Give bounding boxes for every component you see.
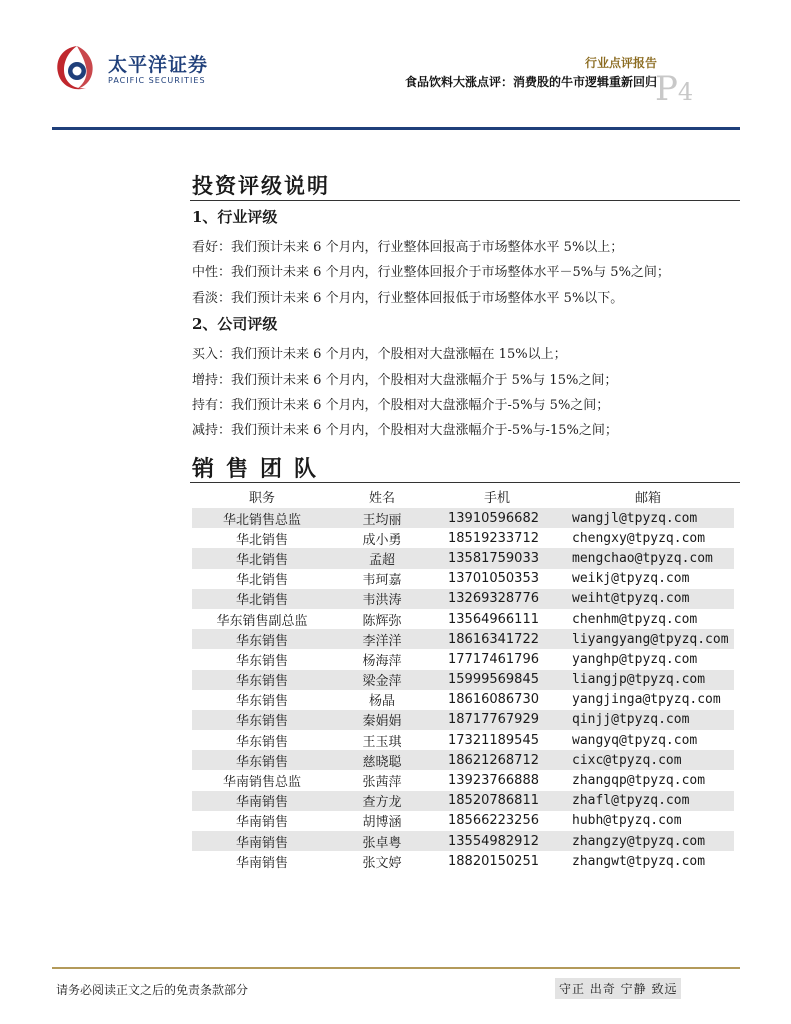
cell-role: 华东销售	[235, 653, 288, 669]
table-row	[192, 589, 734, 609]
table-row	[192, 791, 734, 811]
cell-phone: 18820150251	[448, 853, 539, 869]
industry-rating-line: 看好：我们预计未来 6 个月内，行业整体回报高于市场整体水平 5%以上；	[192, 240, 624, 255]
footer-disclaimer: 请务必阅读正文之后的免责条款部分	[56, 983, 249, 997]
cell-name: 秦娟娟	[332, 710, 432, 730]
cell-name: 成小勇	[362, 532, 402, 548]
cell-email: yangjinga@tpyzq.com	[572, 692, 721, 708]
cell-role: 华东销售	[192, 750, 332, 770]
cell-email: liangjp@tpyzq.com	[562, 670, 734, 690]
cell-role: 华东销售	[235, 694, 288, 710]
cell-phone: 15999569845	[432, 670, 562, 690]
cell-role: 华南销售总监	[222, 775, 301, 791]
table-row	[192, 851, 734, 871]
table-row	[192, 528, 734, 548]
table-row	[192, 649, 734, 669]
cell-phone: 17717461796	[448, 651, 539, 667]
cell-email: zhafl@tpyzq.com	[562, 791, 734, 811]
cell-email: zhangwt@tpyzq.com	[572, 853, 706, 869]
cell-name: 韦珂嘉	[362, 573, 402, 589]
table-row	[192, 629, 734, 649]
cell-email: chenhm@tpyzq.com	[572, 611, 698, 627]
column-header-email: 邮箱	[634, 491, 661, 506]
cell-phone: 13701050353	[448, 571, 539, 587]
cell-email: cixc@tpyzq.com	[562, 750, 734, 770]
sales-team-rows	[192, 508, 734, 871]
table-row	[192, 750, 734, 770]
sales-team-table	[192, 485, 734, 871]
cell-name: 杨海萍	[362, 653, 402, 669]
table-row	[192, 508, 734, 528]
cell-role: 华北销售	[192, 548, 332, 568]
table-row	[192, 569, 734, 589]
cell-name: 查方龙	[332, 791, 432, 811]
company-name-en: PACIFIC SECURITIES	[108, 76, 206, 85]
industry-rating-title: 1、行业评级	[192, 208, 278, 226]
cell-phone: 13581759033	[432, 548, 562, 568]
table-row	[192, 670, 734, 690]
cell-phone: 17321189545	[448, 732, 539, 748]
cell-role: 华东销售	[192, 710, 332, 730]
page-digit: 4	[677, 78, 694, 106]
cell-role: 华东销售	[192, 670, 332, 690]
cell-role: 华北销售	[235, 532, 288, 548]
cell-name: 陈辉弥	[362, 613, 402, 629]
cell-name: 慈晓聪	[332, 750, 432, 770]
industry-rating-line: 中性：我们预计未来 6 个月内，行业整体回报介于市场整体水平－5%与 5%之间；	[192, 265, 670, 280]
cell-name: 杨晶	[368, 694, 395, 710]
cell-email: weikj@tpyzq.com	[572, 571, 690, 587]
cell-phone: 18520786811	[432, 791, 562, 811]
cell-phone: 18519233712	[448, 530, 539, 546]
table-row	[192, 730, 734, 750]
table-row	[192, 690, 734, 710]
cell-email: zhangqp@tpyzq.com	[572, 773, 706, 789]
footer-divider	[52, 967, 740, 969]
cell-email: wangyq@tpyzq.com	[572, 732, 698, 748]
report-title: 食品饮料大涨点评：消费股的牛市逻辑重新回归	[404, 75, 657, 89]
cell-phone: 18566223256	[448, 813, 539, 829]
cell-phone: 13923766888	[448, 773, 539, 789]
cell-role: 华东销售副总监	[216, 613, 308, 629]
rating-section-divider	[190, 200, 740, 201]
cell-email: liyangyang@tpyzq.com	[562, 629, 734, 649]
table-row	[192, 770, 734, 790]
cell-email: hubh@tpyzq.com	[572, 813, 682, 829]
company-logo	[52, 42, 222, 94]
cell-name: 胡博涵	[362, 815, 402, 831]
footer-motto: 守正 出奇 宁静 致远	[555, 978, 681, 999]
cell-name: 张文婷	[362, 855, 402, 871]
cell-email: mengchao@tpyzq.com	[562, 548, 734, 568]
cell-name: 李洋洋	[332, 629, 432, 649]
cell-phone: 13269328776	[432, 589, 562, 609]
cell-role: 华南销售	[235, 855, 288, 871]
cell-name: 王均丽	[332, 508, 432, 528]
cell-phone: 13554982912	[432, 831, 562, 851]
table-header-row	[192, 485, 734, 508]
cell-role: 华南销售	[192, 831, 332, 851]
report-type: 行业点评报告	[584, 56, 657, 70]
table-row	[192, 710, 734, 730]
company-rating-line: 减持：我们预计未来 6 个月内，个股相对大盘涨幅介于-5%与-15%之间；	[192, 423, 618, 438]
column-header-title: 职务	[248, 491, 275, 506]
table-row	[192, 609, 734, 629]
cell-name: 张茜萍	[362, 775, 402, 791]
cell-name: 张卓粤	[332, 831, 432, 851]
sales-team-divider	[190, 482, 740, 483]
cell-name: 韦洪涛	[332, 589, 432, 609]
cell-name: 梁金萍	[332, 670, 432, 690]
company-name-cn: 太平洋证券	[108, 54, 209, 76]
rating-section-title: 投资评级说明	[192, 173, 330, 198]
cell-phone: 18621268712	[432, 750, 562, 770]
company-rating-line: 增持：我们预计未来 6 个月内，个股相对大盘涨幅介于 5%与 15%之间；	[192, 373, 618, 388]
cell-role: 华北销售总监	[192, 508, 332, 528]
cell-phone: 18616086730	[448, 692, 539, 708]
cell-role: 华南销售	[235, 815, 288, 831]
cell-role: 华南销售	[192, 791, 332, 811]
page-number	[655, 69, 694, 109]
cell-role: 华东销售	[235, 734, 288, 750]
industry-rating-line: 看淡：我们预计未来 6 个月内，行业整体回报低于市场整体水平 5%以下。	[192, 291, 624, 306]
table-row	[192, 548, 734, 568]
cell-email: qinjj@tpyzq.com	[562, 710, 734, 730]
table-row	[192, 831, 734, 851]
header-divider	[52, 127, 740, 130]
cell-phone: 18616341722	[432, 629, 562, 649]
page-letter: P	[655, 69, 678, 109]
company-rating-title: 2、公司评级	[192, 315, 278, 333]
cell-name: 王玉琪	[362, 734, 402, 750]
cell-role: 华东销售	[192, 629, 332, 649]
company-rating-line: 买入：我们预计未来 6 个月内，个股相对大盘涨幅在 15%以上；	[192, 347, 567, 362]
cell-phone: 13564966111	[448, 611, 539, 627]
cell-email: yanghp@tpyzq.com	[572, 651, 698, 667]
cell-role: 华北销售	[235, 573, 288, 589]
cell-role: 华北销售	[192, 589, 332, 609]
cell-name: 孟超	[332, 548, 432, 568]
table-row	[192, 811, 734, 831]
company-rating-line: 持有：我们预计未来 6 个月内，个股相对大盘涨幅介于-5%与 5%之间；	[192, 398, 610, 413]
cell-email: zhangzy@tpyzq.com	[562, 831, 734, 851]
cell-phone: 18717767929	[432, 710, 562, 730]
column-header-name: 姓名	[368, 491, 395, 506]
cell-email: chengxy@tpyzq.com	[572, 530, 706, 546]
sales-team-title: 销售团队	[192, 456, 329, 482]
cell-phone: 13910596682	[432, 508, 562, 528]
pacific-logo-icon	[52, 42, 102, 94]
cell-email: weiht@tpyzq.com	[562, 589, 734, 609]
column-header-phone: 手机	[483, 491, 510, 506]
cell-email: wangjl@tpyzq.com	[562, 508, 734, 528]
